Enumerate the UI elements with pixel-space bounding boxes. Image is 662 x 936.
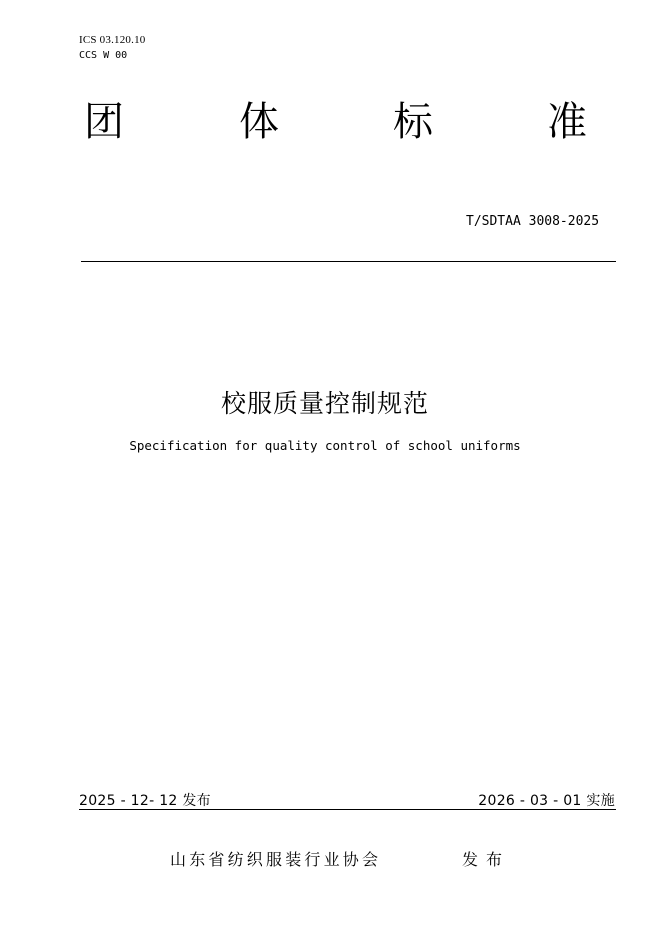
standard-type-char-2: 体 bbox=[239, 99, 279, 145]
footer-divider bbox=[79, 809, 616, 810]
standard-type-char-4: 准 bbox=[547, 99, 587, 145]
header-divider bbox=[81, 261, 616, 262]
title-english: Specification for quality control of school uniforms bbox=[129, 438, 521, 453]
ccs-code: CCS W 00 bbox=[79, 50, 128, 61]
standard-number: T/SDTAA 3008-2025 bbox=[466, 214, 600, 229]
ics-code: ICS 03.120.10 bbox=[79, 34, 146, 46]
publisher-organization: 山东省纺织服装行业协会 bbox=[170, 850, 382, 869]
standard-type-char-1: 团 bbox=[84, 99, 124, 145]
title-chinese: 校服质量控制规范 bbox=[220, 389, 429, 418]
standard-type-char-3: 标 bbox=[393, 99, 433, 145]
issue-date: 2025 - 12- 12 发布 bbox=[79, 793, 211, 809]
implementation-date: 2026 - 03 - 01 实施 bbox=[478, 793, 615, 809]
publisher-action: 发布 bbox=[462, 850, 511, 869]
